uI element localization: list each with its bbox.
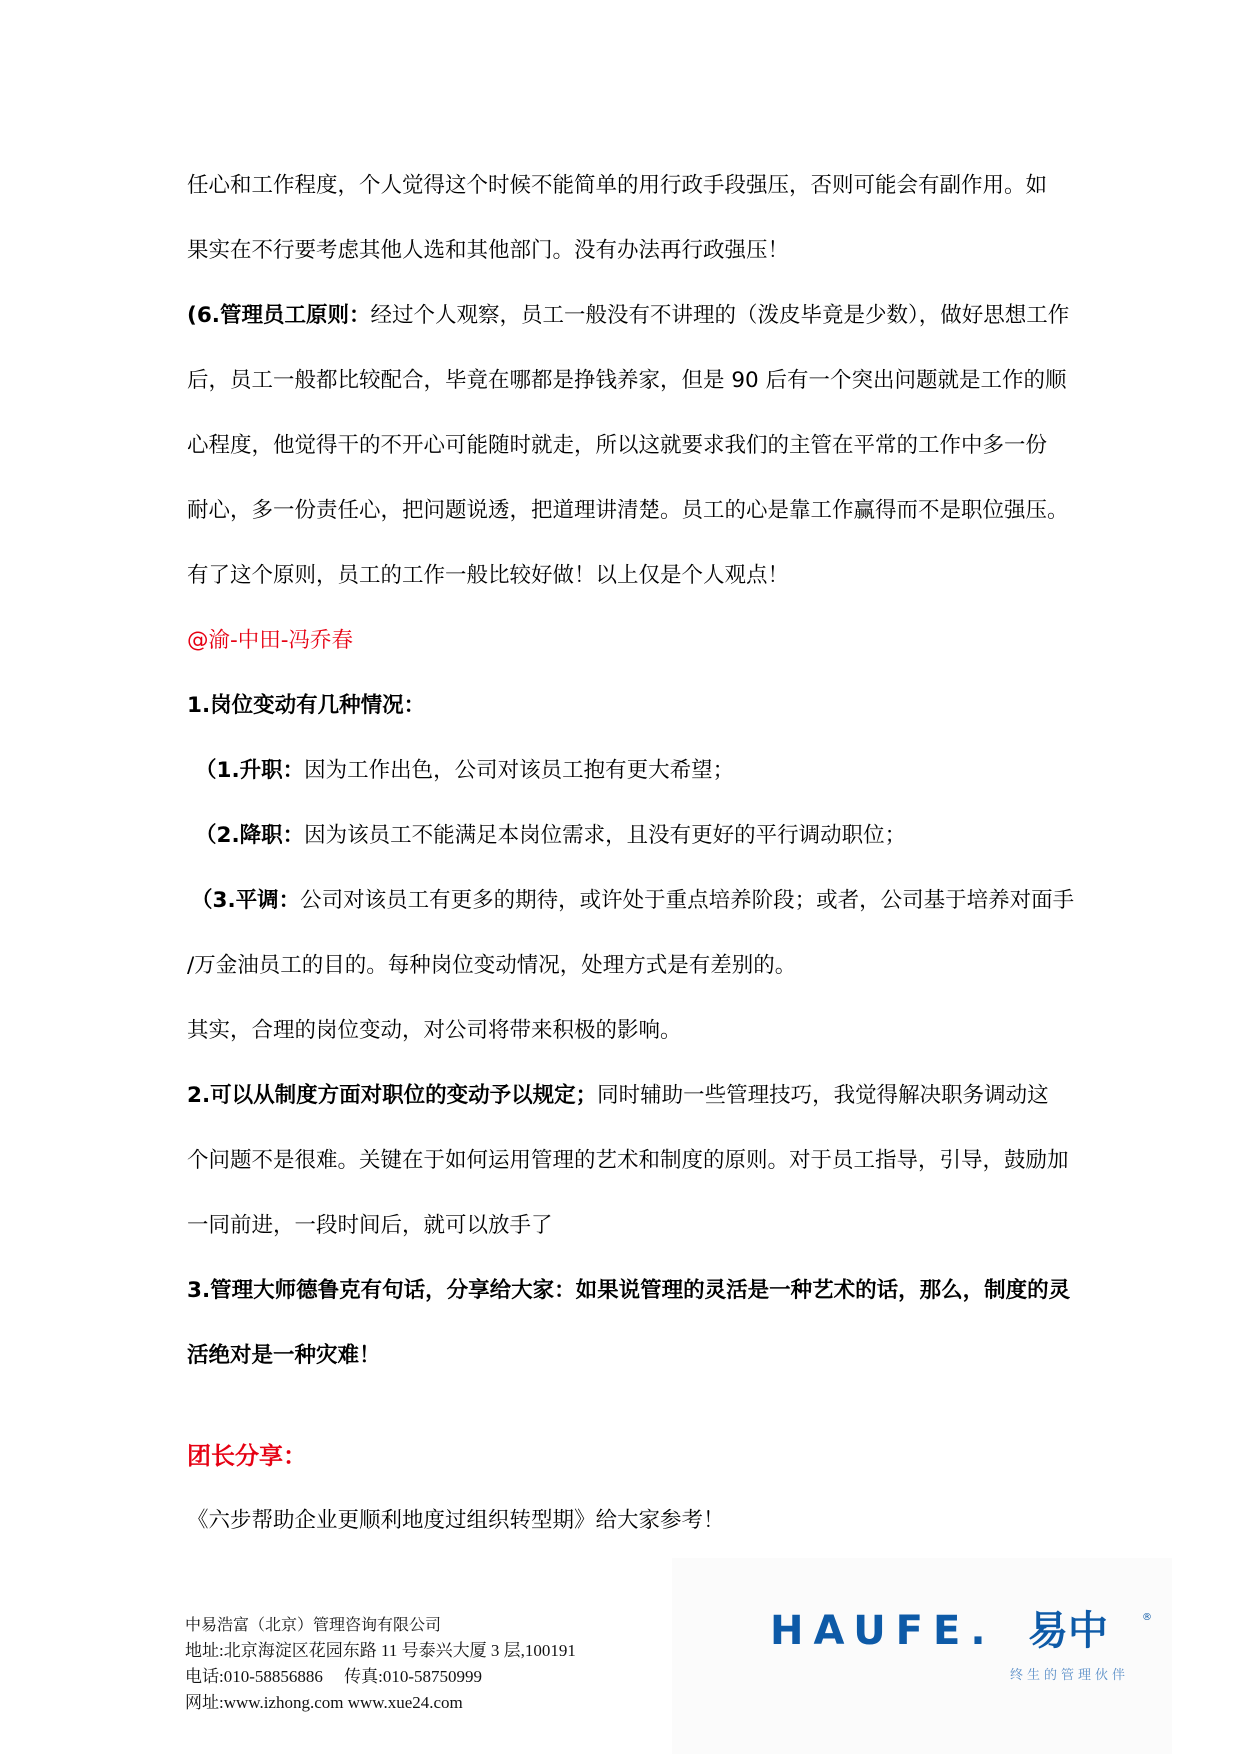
principle-heading-line: (6.管理员工原则：经过个人观察，员工一般没有不讲理的（泼皮毕竟是少数），做好思想工作 — [187, 303, 1070, 328]
haufe-logo — [770, 1608, 1152, 1683]
paragraph-line: 后，员工一般都比较配合，毕竟在哪都是挣钱养家，但是 90 后有一个突出问题就是工作的顺 — [187, 368, 1067, 393]
footer-phone-fax: 电话:010-58856886 传真:010-58750999 — [185, 1667, 483, 1686]
list-item-transfer: （3.平调：公司对该员工有更多的期待，或许处于重点培养阶段；或者，公司基于培养对面手 — [191, 888, 1075, 913]
paragraph-line: 一同前进，一段时间后，就可以放手了 — [187, 1213, 553, 1238]
paragraph-line: 任心和工作程度，个人觉得这个时候不能简单的用行政手段强压，否则可能会有副作用。如 — [187, 173, 1048, 198]
paragraph-line: 个问题不是很难。关键在于如何运用管理的艺术和制度的原则。对于员工指导，引导，鼓励加 — [187, 1148, 1069, 1173]
footer-company-name: 中易浩富（北京）管理咨询有限公司 — [185, 1615, 442, 1634]
section-heading-2: 2.可以从制度方面对职位的变动予以规定；同时辅助一些管理技巧，我觉得解决职务调动这 — [187, 1083, 1049, 1108]
section-heading-1: 1.岗位变动有几种情况： — [187, 693, 426, 718]
logo-brand-cn: 易中 — [1028, 1608, 1108, 1654]
paragraph-line: /万金油员工的目的。每种岗位变动情况，处理方式是有差别的。 — [187, 953, 797, 978]
section-heading-3-cont: 活绝对是一种灾难！ — [187, 1343, 381, 1368]
list-item-promotion: （1.升职：因为工作出色，公司对该员工抱有更大希望； — [195, 758, 735, 783]
paragraph-line: 心程度，他觉得干的不开心可能随时就走，所以这就要求我们的主管在平常的工作中多一份 — [187, 433, 1048, 458]
share-link-text[interactable]: 《六步帮助企业更顺利地度过组织转型期》给大家参考！ — [187, 1508, 725, 1533]
paragraph-line: 耐心，多一份责任心，把问题说透，把道理讲清楚。员工的心是靠工作赢得而不是职位强压。 — [187, 498, 1069, 523]
logo-tagline: 终生的管理伙伴 — [1010, 1668, 1130, 1683]
registered-mark: ® — [1142, 1612, 1152, 1623]
footer-website: 网址:www.izhong.com www.xue24.com — [185, 1693, 463, 1712]
team-share-title: 团长分享： — [187, 1442, 307, 1470]
footer-address: 地址:北京海淀区花园东路 11 号泰兴大厦 3 层,100191 — [185, 1641, 576, 1660]
section-heading-3: 3.管理大师德鲁克有句话，分享给大家：如果说管理的灵活是一种艺术的话，那么，制度的灵 — [187, 1278, 1071, 1303]
logo-brand-text: HAUFE. — [770, 1608, 996, 1654]
paragraph-line: 其实，合理的岗位变动，对公司将带来积极的影响。 — [187, 1018, 682, 1043]
paragraph-line: 有了这个原则，员工的工作一般比较好做！以上仅是个人观点！ — [187, 563, 790, 588]
paragraph-line: 果实在不行要考虑其他人选和其他部门。没有办法再行政强压！ — [187, 238, 790, 263]
principle-label: (6.管理员工原则： — [187, 303, 371, 328]
author-mention: @渝-中田-冯乔春 — [187, 628, 354, 653]
list-item-demotion: （2.降职：因为该员工不能满足本岗位需求，且没有更好的平行调动职位； — [195, 823, 907, 848]
